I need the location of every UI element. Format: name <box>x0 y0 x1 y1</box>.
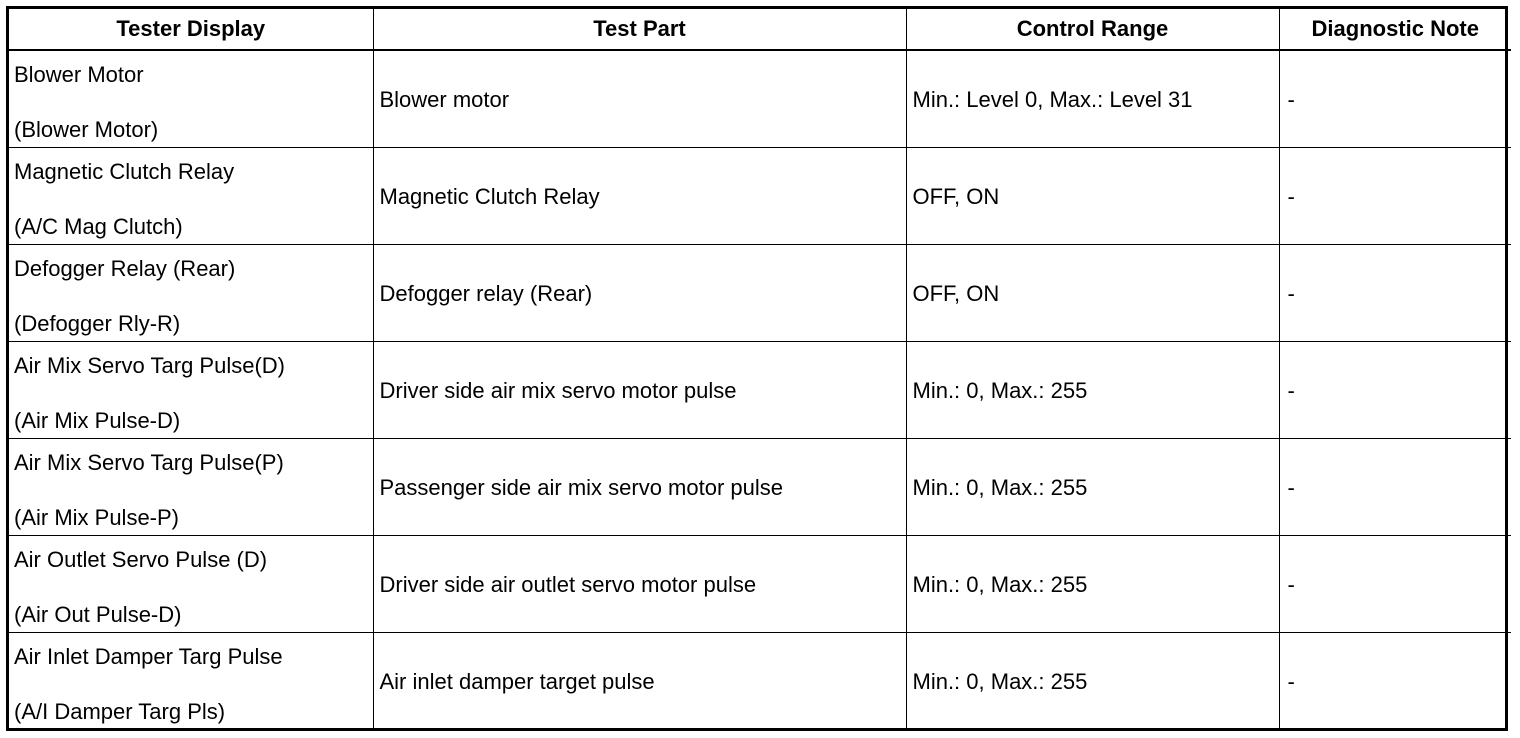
diagnostic-note-cell: - <box>1279 245 1511 342</box>
test-part-cell: Driver side air outlet servo motor pulse <box>373 536 906 633</box>
header-row <box>9 9 1511 50</box>
tester-display-abbr: (Air Out Pulse-D) <box>14 602 182 627</box>
control-range-cell: Min.: Level 0, Max.: Level 31 <box>906 50 1279 148</box>
table-row <box>9 342 1511 439</box>
table-row <box>9 148 1511 245</box>
header-control-range: Control Range <box>906 9 1279 50</box>
tester-display-name: Magnetic Clutch Relay <box>14 159 235 184</box>
table-row <box>9 633 1511 730</box>
test-part-cell: Blower motor <box>373 50 906 148</box>
table-row <box>9 50 1511 148</box>
tester-display-name: Air Inlet Damper Targ Pulse <box>14 644 283 669</box>
test-part-cell: Passenger side air mix servo motor pulse <box>373 439 906 536</box>
test-part-cell: Defogger relay (Rear) <box>373 245 906 342</box>
diagnostic-note-cell: - <box>1279 148 1511 245</box>
tester-display-cell <box>9 439 373 536</box>
diagnostic-note-cell: - <box>1279 633 1511 730</box>
header-test-part: Test Part <box>373 9 906 50</box>
tester-display-abbr: (A/C Mag Clutch) <box>14 214 183 239</box>
tester-display-abbr: (Blower Motor) <box>14 117 159 142</box>
test-part-cell: Driver side air mix servo motor pulse <box>373 342 906 439</box>
tester-display-cell <box>9 536 373 633</box>
tester-display-cell <box>9 148 373 245</box>
tester-display-abbr: (Air Mix Pulse-P) <box>14 505 180 530</box>
header-diagnostic-note: Diagnostic Note <box>1279 9 1511 50</box>
tester-display-cell <box>9 633 373 730</box>
tester-display-name: Air Mix Servo Targ Pulse(D) <box>14 353 285 378</box>
tester-display-abbr: (A/I Damper Targ Pls) <box>14 699 226 724</box>
header-tester-display: Tester Display <box>9 9 373 50</box>
control-range-cell: Min.: 0, Max.: 255 <box>906 633 1279 730</box>
tester-display-name: Air Mix Servo Targ Pulse(P) <box>14 450 284 475</box>
control-range-cell: OFF, ON <box>906 148 1279 245</box>
tester-display-cell <box>9 342 373 439</box>
tester-display-cell <box>9 50 373 148</box>
test-part-cell: Magnetic Clutch Relay <box>373 148 906 245</box>
actuation-test-table-frame <box>6 6 1508 731</box>
tester-display-name: Air Outlet Servo Pulse (D) <box>14 547 268 572</box>
tester-display-name: Blower Motor <box>14 62 144 87</box>
control-range-cell: Min.: 0, Max.: 255 <box>906 439 1279 536</box>
tester-display-name: Defogger Relay (Rear) <box>14 256 236 281</box>
diagnostic-note-cell: - <box>1279 50 1511 148</box>
tester-display-abbr: (Defogger Rly-R) <box>14 311 181 336</box>
tester-display-abbr: (Air Mix Pulse-D) <box>14 408 181 433</box>
control-range-cell: OFF, ON <box>906 245 1279 342</box>
tester-display-cell <box>9 245 373 342</box>
actuation-test-table <box>9 9 1511 729</box>
table-row <box>9 536 1511 633</box>
table-row <box>9 439 1511 536</box>
control-range-cell: Min.: 0, Max.: 255 <box>906 536 1279 633</box>
diagnostic-note-cell: - <box>1279 536 1511 633</box>
test-part-cell: Air inlet damper target pulse <box>373 633 906 730</box>
diagnostic-note-cell: - <box>1279 342 1511 439</box>
diagnostic-note-cell: - <box>1279 439 1511 536</box>
control-range-cell: Min.: 0, Max.: 255 <box>906 342 1279 439</box>
table-row <box>9 245 1511 342</box>
